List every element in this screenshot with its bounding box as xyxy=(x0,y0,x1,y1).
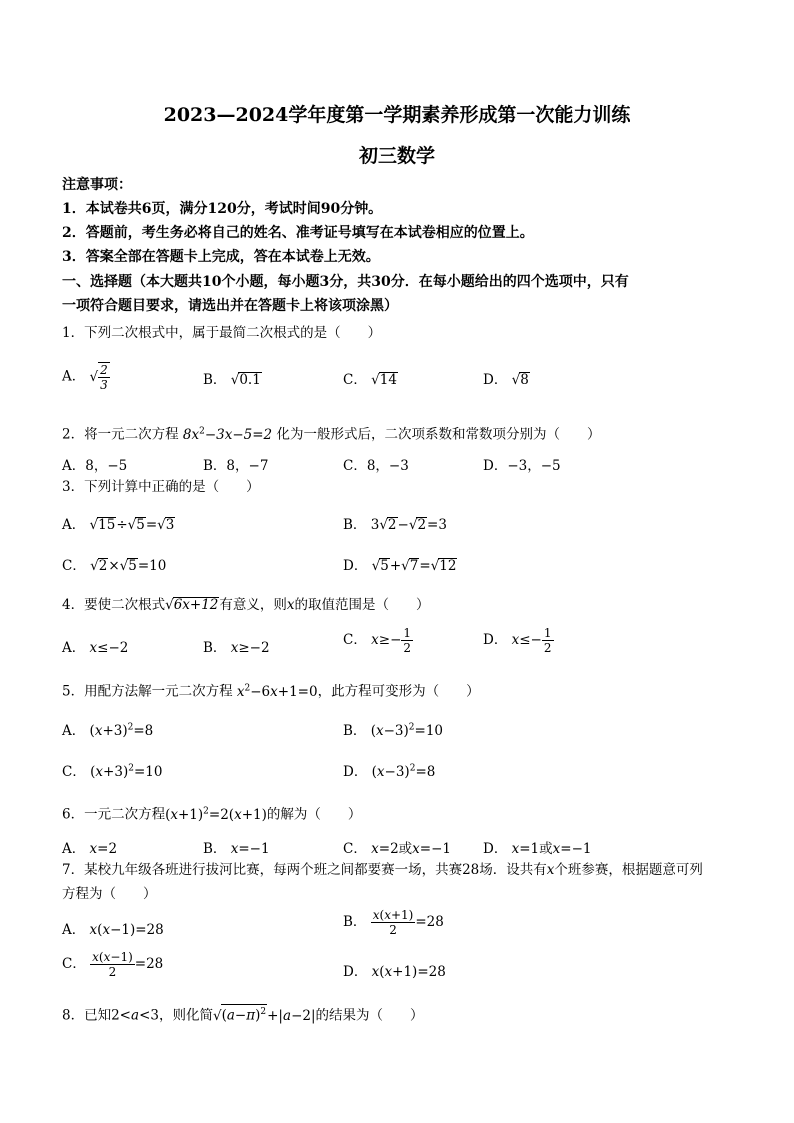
q6-option-a xyxy=(62,837,117,857)
q5-stem-part-b: ，此方程可变形为（ ） xyxy=(317,683,480,700)
q6-a-expr: x=2 xyxy=(89,841,118,857)
q7-d-expr: x(x+1)=28 xyxy=(371,964,446,980)
q8-stem-part-a: 8．已知 xyxy=(62,1007,112,1024)
q1-a-expr: √ $\frac{2}{3}$ xyxy=(89,363,108,392)
question-7-stem-line2: 方程为（ ） xyxy=(62,886,157,902)
question-5-stem xyxy=(62,679,480,701)
q3-option-a xyxy=(62,513,175,533)
q7-option-b xyxy=(343,908,444,937)
q5-option-c xyxy=(62,760,162,780)
section-heading-line1: 一、选择题（本大题共10个小题，每小题3分，共30分．在每小题给出的四个选项中，只有 xyxy=(62,274,629,290)
option-label: D． xyxy=(343,764,368,780)
q2-equation: $8x^2-3x-5=2$ xyxy=(182,426,273,443)
q4-radicand: 6x+12 xyxy=(173,597,219,613)
section-heading-line2: 一项符合题目要求，请选出并在答题卡上将该项涂黑） xyxy=(62,298,398,314)
option-label: D． xyxy=(343,558,368,574)
option-label: A． xyxy=(62,841,86,857)
q2-option-a: A．8，−5 xyxy=(62,458,128,474)
q5-d-expr: $(x-3)^2=8$ xyxy=(371,763,436,780)
question-2-stem xyxy=(62,422,600,444)
q6-option-c xyxy=(343,837,451,857)
option-label: B． xyxy=(203,841,227,857)
q4-a-expr: x≤−2 xyxy=(89,640,129,656)
q5-option-a xyxy=(62,719,153,739)
q3-b-expr: 3√2−√2=3 xyxy=(370,517,447,533)
option-label: D． xyxy=(343,964,368,980)
q8-expression: $√(a-\pi)^2+|a-2|$ xyxy=(213,1008,316,1024)
q8-stem-part-b: ，则化简 xyxy=(158,1007,213,1024)
page-subtitle: 初三数学 xyxy=(358,145,435,167)
q7-b-expr: $\frac{x(x+1)}{2}$ =28 xyxy=(372,908,444,937)
q2-stem-part-a: 2．将一元二次方程 xyxy=(62,426,183,443)
q2-option-c: C．8，−3 xyxy=(343,458,409,474)
question-3-stem: 3．下列计算中正确的是（ ） xyxy=(62,479,260,495)
note-item-2: 2．答题前，考生务必将自己的姓名、准考证号填写在本试卷相应的位置上。 xyxy=(62,225,534,241)
q2-option-b: B．8，−7 xyxy=(203,458,269,474)
q4-option-d xyxy=(483,626,554,655)
q1-option-c xyxy=(343,368,398,388)
q1-d-expr: √8 xyxy=(511,372,529,388)
q2-option-d: D．−3，−5 xyxy=(483,458,561,474)
option-label: D． xyxy=(483,632,508,648)
q6-c-expr: x=2或x=−1 xyxy=(371,841,452,857)
q4-c-expr: x≥− $\frac{1}{2}$ xyxy=(371,626,412,655)
q4-d-expr: x≤− $\frac{1}{2}$ xyxy=(511,626,552,655)
q3-c-expr: √2×√5=10 xyxy=(90,558,167,574)
q5-option-b xyxy=(343,719,443,739)
q5-option-d xyxy=(343,760,435,780)
option-label: B． xyxy=(203,640,227,656)
option-label: C． xyxy=(343,372,367,388)
q1-option-a xyxy=(62,362,110,392)
q3-d-expr: √5+√7=√12 xyxy=(371,558,457,574)
option-label: C． xyxy=(343,632,367,648)
q1-b-expr: √0.1 xyxy=(230,372,261,388)
q7-c-expr: $\frac{x(x-1)}{2}$ =28 xyxy=(92,950,164,979)
q1-option-b xyxy=(203,368,262,388)
question-7-stem-line1 xyxy=(62,861,703,879)
option-label: A． xyxy=(62,922,86,938)
q5-equation: $x^2-6x+1=0$ xyxy=(236,683,318,700)
option-label: D． xyxy=(483,841,508,857)
q4-option-a xyxy=(62,636,128,656)
q6-stem-part-a: 6．一元二次方程 xyxy=(62,806,166,823)
option-label: B． xyxy=(203,372,227,388)
option-label: B． xyxy=(343,517,367,533)
note-item-3: 3．答案全部在答题卡上完成，答在本试卷上无效。 xyxy=(62,249,380,265)
q1-c-expr: √14 xyxy=(371,372,397,388)
q5-a-expr: $(x+3)^2=8$ xyxy=(89,722,154,739)
q4-stem-part-a: 4．要使二次根式 xyxy=(62,597,166,613)
q4-b-expr: x≥−2 xyxy=(230,640,270,656)
q5-stem-part-a: 5．用配方法解一元二次方程 xyxy=(62,683,237,700)
option-label: B． xyxy=(343,914,367,930)
q7-option-c xyxy=(62,950,163,979)
q2-stem-part-b: 化为一般形式后，二次项系数和常数项分别为（ ） xyxy=(272,426,601,443)
option-label: C． xyxy=(343,841,367,857)
q7-stem-part-a: 7．某校九年级各班进行拔河比赛，每两个班之间都要赛一场，共赛28场．设共有 xyxy=(62,862,547,878)
q8-stem-part-c: 的结果为（ ） xyxy=(315,1007,424,1024)
q8-condition: 2<a<3 xyxy=(111,1007,159,1024)
q7-stem-part-b: 个班参赛，根据题意可列 xyxy=(554,862,703,878)
q3-option-d xyxy=(343,554,457,574)
q6-d-expr: x=1或x=−1 xyxy=(511,841,592,857)
option-label: C． xyxy=(62,764,86,780)
question-8-stem xyxy=(62,1004,424,1025)
option-label: A． xyxy=(62,517,86,533)
q5-b-expr: $(x-3)^2=10$ xyxy=(370,722,444,739)
option-label: C． xyxy=(62,558,86,574)
page-title: 2023—2024学年度第一学期素养形成第一次能力训练 xyxy=(163,104,631,126)
question-1-stem: 1．下列二次根式中，属于最简二次根式的是（ ） xyxy=(62,325,382,341)
q4-option-c xyxy=(343,626,413,655)
q7-variable: x xyxy=(546,862,555,878)
q3-option-b xyxy=(343,513,447,533)
notes-heading: 注意事项： xyxy=(62,177,132,193)
q7-option-d xyxy=(343,960,446,980)
option-label: D． xyxy=(483,372,508,388)
q5-c-expr: $(x+3)^2=10$ xyxy=(90,763,163,780)
q4-stem-part-c: 的取值范围是（ ） xyxy=(294,597,430,613)
q7-option-a xyxy=(62,918,164,938)
option-label: B． xyxy=(343,723,367,739)
question-4-stem xyxy=(62,596,430,614)
note-item-1: 1．本试卷共6页，满分120分，考试时间90分钟。 xyxy=(62,201,383,217)
q3-option-c xyxy=(62,554,166,574)
q4-radical: √6x+12 xyxy=(165,597,219,613)
question-6-stem xyxy=(62,802,361,824)
q1-option-d xyxy=(483,368,530,388)
q6-stem-part-b: 的解为（ ） xyxy=(266,806,362,823)
q6-b-expr: x=−1 xyxy=(230,841,270,857)
q6-option-b xyxy=(203,837,270,857)
q7-a-expr: x(x−1)=28 xyxy=(89,922,164,938)
q3-a-expr: √15÷√5=√3 xyxy=(89,517,175,533)
q6-equation: $(x+1)^2=2(x+1)$ xyxy=(165,806,267,823)
option-label: A． xyxy=(62,723,86,739)
q4-variable: x xyxy=(286,597,295,613)
option-label: A． xyxy=(62,368,86,385)
option-label: C． xyxy=(62,956,86,972)
option-label: A． xyxy=(62,640,86,656)
q4-stem-part-b: 有意义，则 xyxy=(219,597,287,613)
q6-option-d xyxy=(483,837,592,857)
q4-option-b xyxy=(203,636,270,656)
